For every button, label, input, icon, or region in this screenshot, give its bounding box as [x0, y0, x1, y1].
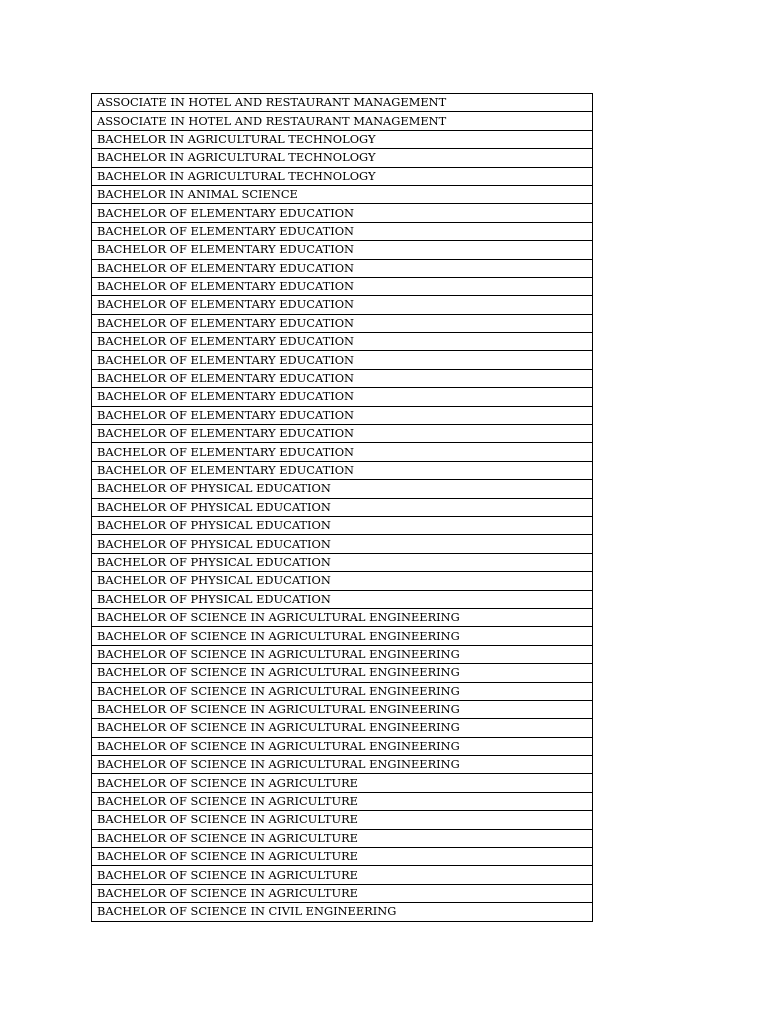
table-row	[92, 829, 593, 847]
course-name-cell: BACHELOR OF SCIENCE IN AGRICULTURE	[92, 829, 593, 847]
course-name-cell: BACHELOR OF ELEMENTARY EDUCATION	[92, 241, 593, 259]
table-row	[92, 130, 593, 148]
table-row	[92, 241, 593, 259]
table-row	[92, 572, 593, 590]
table-row	[92, 737, 593, 755]
table-row	[92, 222, 593, 240]
table-row	[92, 406, 593, 424]
table-row	[92, 848, 593, 866]
course-name-cell: BACHELOR OF ELEMENTARY EDUCATION	[92, 443, 593, 461]
course-name-cell: BACHELOR OF ELEMENTARY EDUCATION	[92, 222, 593, 240]
course-name-cell: BACHELOR OF PHYSICAL EDUCATION	[92, 572, 593, 590]
table-row	[92, 388, 593, 406]
course-name-cell: BACHELOR OF SCIENCE IN AGRICULTURAL ENGINEERING	[92, 645, 593, 663]
course-name-cell: BACHELOR OF SCIENCE IN AGRICULTURE	[92, 792, 593, 810]
table-row	[92, 94, 593, 112]
course-name-cell: BACHELOR OF SCIENCE IN AGRICULTURE	[92, 811, 593, 829]
course-name-cell: BACHELOR OF PHYSICAL EDUCATION	[92, 590, 593, 608]
course-name-cell: BACHELOR IN AGRICULTURAL TECHNOLOGY	[92, 149, 593, 167]
table-row	[92, 590, 593, 608]
table-row	[92, 333, 593, 351]
table-row	[92, 682, 593, 700]
table-row	[92, 149, 593, 167]
course-name-cell: BACHELOR IN AGRICULTURAL TECHNOLOGY	[92, 167, 593, 185]
course-name-cell: BACHELOR OF SCIENCE IN AGRICULTURAL ENGINEERING	[92, 700, 593, 718]
table-row	[92, 296, 593, 314]
course-name-cell: BACHELOR OF SCIENCE IN AGRICULTURAL ENGINEERING	[92, 756, 593, 774]
course-name-cell: BACHELOR OF ELEMENTARY EDUCATION	[92, 296, 593, 314]
table-row	[92, 498, 593, 516]
course-name-cell: BACHELOR OF SCIENCE IN AGRICULTURAL ENGINEERING	[92, 664, 593, 682]
course-name-cell: BACHELOR OF PHYSICAL EDUCATION	[92, 498, 593, 516]
course-list-body	[92, 94, 593, 922]
table-row	[92, 461, 593, 479]
table-row	[92, 664, 593, 682]
table-row	[92, 425, 593, 443]
course-name-cell: BACHELOR OF SCIENCE IN AGRICULTURE	[92, 884, 593, 902]
course-name-cell: BACHELOR OF PHYSICAL EDUCATION	[92, 480, 593, 498]
course-name-cell: ASSOCIATE IN HOTEL AND RESTAURANT MANAGEMENT	[92, 94, 593, 112]
course-list-table	[91, 93, 593, 922]
course-name-cell: BACHELOR OF ELEMENTARY EDUCATION	[92, 406, 593, 424]
table-row	[92, 443, 593, 461]
table-row	[92, 277, 593, 295]
table-row	[92, 351, 593, 369]
table-row	[92, 903, 593, 921]
table-row	[92, 204, 593, 222]
course-name-cell: BACHELOR IN ANIMAL SCIENCE	[92, 185, 593, 203]
course-name-cell: BACHELOR OF PHYSICAL EDUCATION	[92, 553, 593, 571]
course-name-cell: BACHELOR OF SCIENCE IN AGRICULTURE	[92, 774, 593, 792]
course-name-cell: BACHELOR OF SCIENCE IN AGRICULTURAL ENGINEERING	[92, 719, 593, 737]
table-row	[92, 645, 593, 663]
course-name-cell: BACHELOR OF ELEMENTARY EDUCATION	[92, 388, 593, 406]
course-name-cell: BACHELOR OF ELEMENTARY EDUCATION	[92, 277, 593, 295]
course-name-cell: ASSOCIATE IN HOTEL AND RESTAURANT MANAGEMENT	[92, 112, 593, 130]
table-row	[92, 884, 593, 902]
course-name-cell: BACHELOR OF SCIENCE IN AGRICULTURAL ENGINEERING	[92, 737, 593, 755]
table-row	[92, 608, 593, 626]
table-row	[92, 553, 593, 571]
course-name-cell: BACHELOR OF ELEMENTARY EDUCATION	[92, 333, 593, 351]
course-name-cell: BACHELOR OF ELEMENTARY EDUCATION	[92, 314, 593, 332]
table-row	[92, 792, 593, 810]
course-name-cell: BACHELOR OF SCIENCE IN AGRICULTURAL ENGINEERING	[92, 608, 593, 626]
course-name-cell: BACHELOR OF ELEMENTARY EDUCATION	[92, 204, 593, 222]
table-row	[92, 811, 593, 829]
course-name-cell: BACHELOR IN AGRICULTURAL TECHNOLOGY	[92, 130, 593, 148]
table-row	[92, 112, 593, 130]
course-name-cell: BACHELOR OF SCIENCE IN CIVIL ENGINEERING	[92, 903, 593, 921]
course-name-cell: BACHELOR OF ELEMENTARY EDUCATION	[92, 259, 593, 277]
table-row	[92, 167, 593, 185]
table-row	[92, 369, 593, 387]
table-row	[92, 535, 593, 553]
course-name-cell: BACHELOR OF SCIENCE IN AGRICULTURAL ENGINEERING	[92, 682, 593, 700]
table-row	[92, 259, 593, 277]
course-name-cell: BACHELOR OF PHYSICAL EDUCATION	[92, 516, 593, 534]
course-name-cell: BACHELOR OF ELEMENTARY EDUCATION	[92, 351, 593, 369]
course-name-cell: BACHELOR OF ELEMENTARY EDUCATION	[92, 425, 593, 443]
table-row	[92, 185, 593, 203]
table-row	[92, 627, 593, 645]
table-row	[92, 756, 593, 774]
table-row	[92, 719, 593, 737]
table-row	[92, 314, 593, 332]
course-name-cell: BACHELOR OF ELEMENTARY EDUCATION	[92, 369, 593, 387]
course-name-cell: BACHELOR OF PHYSICAL EDUCATION	[92, 535, 593, 553]
table-row	[92, 700, 593, 718]
table-row	[92, 774, 593, 792]
course-name-cell: BACHELOR OF ELEMENTARY EDUCATION	[92, 461, 593, 479]
course-name-cell: BACHELOR OF SCIENCE IN AGRICULTURE	[92, 848, 593, 866]
table-row	[92, 516, 593, 534]
course-name-cell: BACHELOR OF SCIENCE IN AGRICULTURAL ENGINEERING	[92, 627, 593, 645]
table-row	[92, 866, 593, 884]
course-name-cell: BACHELOR OF SCIENCE IN AGRICULTURE	[92, 866, 593, 884]
table-row	[92, 480, 593, 498]
